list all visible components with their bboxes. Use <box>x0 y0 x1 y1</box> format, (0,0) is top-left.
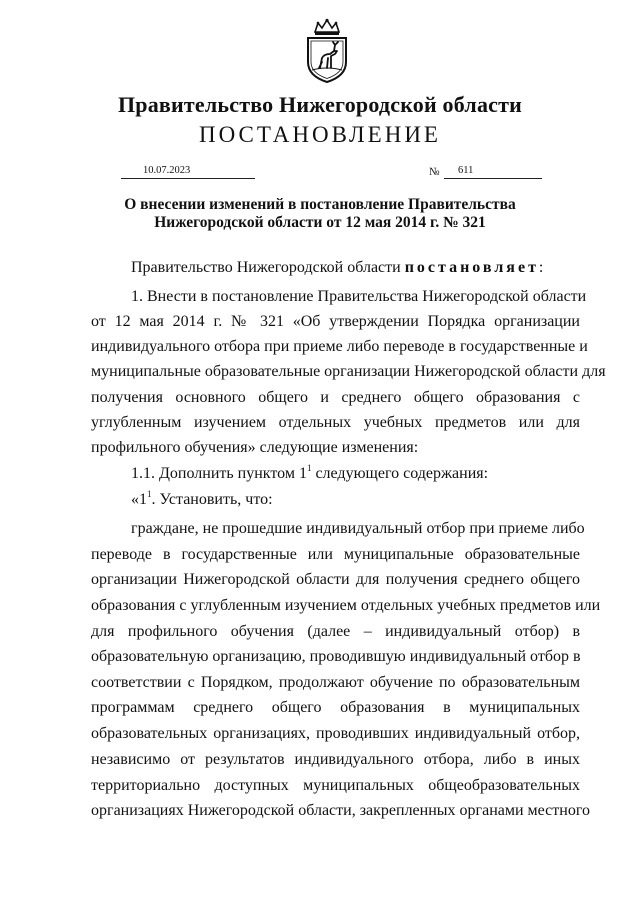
item1-line: от 12 мая 2014 г. № 321 «Об утверждении Порядка организации <box>91 313 580 330</box>
item1-1 <box>131 464 580 484</box>
subject-line: Нижегородской области от 12 мая 2014 г. № 321 <box>154 214 486 231</box>
item1-line: 1. Внести в постановление Правительства Нижегородской области <box>131 288 587 305</box>
superscript: 1 <box>147 489 152 499</box>
superscript: 1 <box>306 463 312 473</box>
paragraph-line: образования с углубленным изучением отдельных учебных предметов или <box>91 597 601 614</box>
document-type: ПОСТАНОВЛЕНИЕ <box>199 122 441 147</box>
preamble-lead: Правительство Нижегородской области <box>131 259 405 276</box>
item1-1-text: 1.1. Дополнить пунктом 1 <box>131 465 307 482</box>
item1-line: профильного обучения» следующие изменения: <box>91 439 419 456</box>
paragraph-line: независимо от результатов индивидуального отбора, либо в иных <box>91 751 580 768</box>
paragraph-line: программам среднего общего образования в муниципальных <box>91 699 580 716</box>
quote-start <box>131 490 580 510</box>
preamble-colon: : <box>538 259 544 276</box>
quote-start-text-after: . Установить, что: <box>151 491 273 508</box>
paragraph-line: граждане, не прошедшие индивидуальный отбор при приеме либо <box>131 520 585 537</box>
item1-line: получения основного общего и среднего общего образования с <box>91 389 580 406</box>
government-title: Правительство Нижегородской области <box>117 92 522 117</box>
preamble <box>131 258 580 278</box>
decree-word: постановляет <box>404 259 539 276</box>
item1-line: индивидуального отбора при приеме либо переводе в государственные и <box>91 338 588 355</box>
paragraph-line: организациях Нижегородской области, закрепленных органами местного <box>91 802 590 819</box>
item1-line: муниципальные образовательные организации Нижегородской области для <box>91 363 606 380</box>
item1-1-text-after: следующего содержания: <box>311 465 489 482</box>
number-value: 611 <box>458 165 474 176</box>
paragraph-line: образовательных организациях, проводивших индивидуальный отбор, <box>91 725 580 742</box>
subject-line: О внесении изменений в постановление Правительства <box>124 196 516 213</box>
paragraph-line: переводе в государственные или муниципальные образовательные <box>91 546 580 563</box>
paragraph-line: территориально доступных муниципальных общеобразовательных <box>91 777 580 794</box>
coat-of-arms-icon <box>300 18 354 84</box>
paragraph-line: организации Нижегородской области для получения среднего общего <box>91 571 580 588</box>
number-field <box>444 165 542 179</box>
date-value: 10.07.2023 <box>143 165 191 176</box>
quote-start-text: «1 <box>131 491 147 508</box>
paragraph-line: для профильного обучения (далее – индивидуальный отбор) в <box>91 623 580 640</box>
number-label: № <box>429 166 440 178</box>
paragraph-line: соответствии с Порядком, продолжают обучение по образовательным <box>91 674 580 691</box>
item1-line: углубленным изучением отдельных учебных предметов или для <box>91 414 580 431</box>
date-field <box>121 165 255 179</box>
paragraph-line: образовательную организацию, проводившую индивидуальный отбор в <box>91 648 581 665</box>
document-subject <box>0 196 640 232</box>
